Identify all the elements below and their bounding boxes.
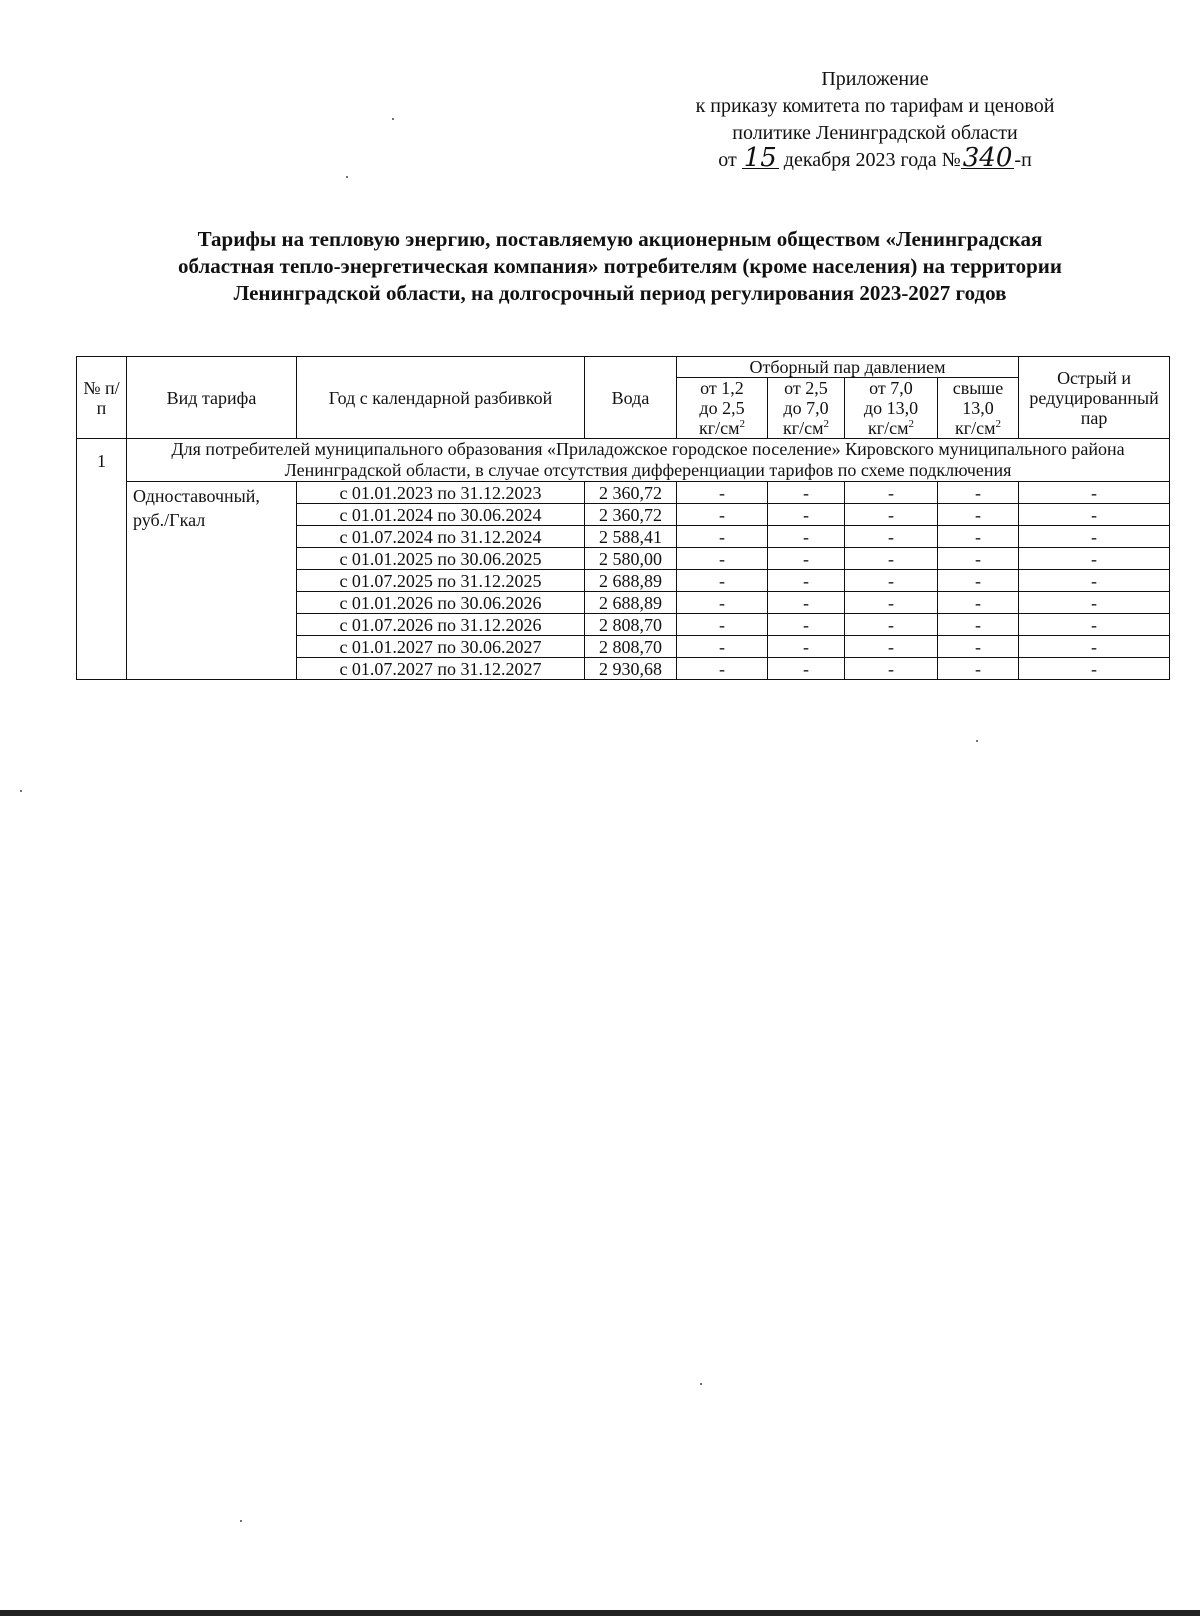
tariff-type-line-1: Одноставочный, (133, 486, 260, 506)
handwritten-order-number: 340 (962, 143, 1013, 173)
steam-2-to: до 7,0 (783, 398, 829, 418)
steam-2-unit-exp: 2 (823, 418, 829, 430)
empty-tariff-cell: - (768, 548, 845, 570)
empty-tariff-cell: - (768, 592, 845, 614)
empty-tariff-cell: - (677, 636, 768, 658)
period-cell: с 01.07.2024 по 31.12.2024 (297, 526, 585, 548)
period-cell: с 01.07.2025 по 31.12.2025 (297, 570, 585, 592)
empty-tariff-cell: - (845, 592, 938, 614)
steam-3-from: от 7,0 (869, 378, 913, 398)
water-tariff-cell: 2 808,70 (585, 636, 677, 658)
order-suffix: -п (1014, 149, 1032, 171)
empty-tariff-cell: - (938, 658, 1019, 680)
scan-speck (976, 740, 978, 742)
empty-tariff-cell: - (677, 482, 768, 504)
empty-tariff-cell: - (938, 548, 1019, 570)
header-row-1 (77, 357, 1170, 378)
water-tariff-cell: 2 360,72 (585, 504, 677, 526)
steam-4-value: 13,0 (962, 398, 994, 418)
title-line-2: областная тепло-энергетическая компания» потребителям (кроме населения) на территории (178, 254, 1062, 278)
empty-tariff-cell: - (677, 614, 768, 636)
empty-tariff-cell: - (938, 592, 1019, 614)
water-tariff-cell: 2 588,41 (585, 526, 677, 548)
steam-3-unit-exp: 2 (908, 418, 914, 430)
empty-tariff-cell: - (1019, 548, 1170, 570)
empty-tariff-cell: - (845, 504, 938, 526)
period-cell: с 01.01.2025 по 30.06.2025 (297, 548, 585, 570)
empty-tariff-cell: - (677, 504, 768, 526)
appendix-date-line (640, 143, 1110, 174)
period-cell: с 01.01.2026 по 30.06.2026 (297, 592, 585, 614)
steam-2-from: от 2,5 (784, 378, 828, 398)
empty-tariff-cell: - (1019, 614, 1170, 636)
water-tariff-cell: 2 688,89 (585, 570, 677, 592)
steam-1-from: от 1,2 (700, 378, 744, 398)
period-cell: с 01.07.2026 по 31.12.2026 (297, 614, 585, 636)
empty-tariff-cell: - (677, 526, 768, 548)
scan-speck (392, 118, 394, 120)
empty-tariff-cell: - (1019, 658, 1170, 680)
empty-tariff-cell: - (677, 548, 768, 570)
empty-tariff-cell: - (1019, 592, 1170, 614)
empty-tariff-cell: - (845, 526, 938, 548)
scan-speck (700, 1383, 702, 1385)
water-tariff-cell: 2 930,68 (585, 658, 677, 680)
empty-tariff-cell: - (938, 482, 1019, 504)
empty-tariff-cell: - (1019, 482, 1170, 504)
appendix-header (640, 66, 1110, 174)
tariff-table (76, 356, 1170, 680)
steam-4-unit: кг/см (955, 418, 996, 438)
tariff-type-line-2: руб./Гкал (133, 510, 206, 530)
empty-tariff-cell: - (845, 636, 938, 658)
empty-tariff-cell: - (768, 570, 845, 592)
header-tariff-type: Вид тарифа (127, 357, 297, 439)
title-line-3: Ленинградской области, на долгосрочный период регулирования 2023-2027 годов (233, 281, 1007, 305)
steam-1-to: до 2,5 (699, 398, 745, 418)
scan-speck (346, 176, 348, 178)
table-row (77, 482, 1170, 504)
appendix-order-ref: к приказу комитета по тарифам и ценовой (695, 95, 1055, 117)
scan-bottom-edge (0, 1610, 1200, 1616)
title-line-1: Тарифы на тепловую энергию, поставляемую акционерным обществом «Ленинградская (197, 227, 1043, 251)
water-tariff-cell: 2 808,70 (585, 614, 677, 636)
empty-tariff-cell: - (845, 658, 938, 680)
steam-1-unit: кг/см (698, 418, 740, 438)
appendix-title: Приложение (821, 68, 929, 90)
empty-tariff-cell: - (768, 636, 845, 658)
header-year: Год с календарной разбивкой (297, 357, 585, 439)
date-middle: декабря 2023 года № (783, 149, 961, 171)
empty-tariff-cell: - (1019, 570, 1170, 592)
header-num: № п/п (77, 357, 127, 439)
header-water: Вода (585, 357, 677, 439)
appendix-committee: политике Ленинградской области (732, 122, 1018, 144)
tariff-type-cell (127, 482, 297, 680)
empty-tariff-cell: - (938, 570, 1019, 592)
header-sharp-steam: Острый и редуцированный пар (1019, 357, 1170, 439)
header-steam-3 (845, 378, 938, 439)
water-tariff-cell: 2 580,00 (585, 548, 677, 570)
empty-tariff-cell: - (768, 614, 845, 636)
group-number: 1 (77, 439, 127, 680)
empty-tariff-cell: - (677, 592, 768, 614)
date-prefix: от (718, 149, 737, 171)
period-cell: с 01.07.2027 по 31.12.2027 (297, 658, 585, 680)
empty-tariff-cell: - (845, 548, 938, 570)
empty-tariff-cell: - (938, 636, 1019, 658)
empty-tariff-cell: - (938, 504, 1019, 526)
empty-tariff-cell: - (845, 570, 938, 592)
empty-tariff-cell: - (938, 526, 1019, 548)
document-title (90, 226, 1150, 307)
empty-tariff-cell: - (677, 570, 768, 592)
header-steam-1 (677, 378, 768, 439)
empty-tariff-cell: - (768, 526, 845, 548)
group-row (77, 439, 1170, 482)
empty-tariff-cell: - (845, 614, 938, 636)
empty-tariff-cell: - (845, 482, 938, 504)
scan-speck (240, 1520, 242, 1522)
empty-tariff-cell: - (768, 482, 845, 504)
handwritten-day: 15 (743, 143, 777, 173)
water-tariff-cell: 2 688,89 (585, 592, 677, 614)
steam-2-unit: кг/см (782, 418, 824, 438)
steam-3-to: до 13,0 (863, 398, 919, 418)
water-tariff-cell: 2 360,72 (585, 482, 677, 504)
empty-tariff-cell: - (677, 658, 768, 680)
period-cell: с 01.01.2023 по 31.12.2023 (297, 482, 585, 504)
group-description: Для потребителей муниципального образования «Приладожское городское поселение» Кировского муниципального района Ленинградской области, в случае отсутствия дифференциации тарифов по схеме подключения (127, 439, 1170, 482)
steam-3-unit: кг/см (867, 418, 909, 438)
empty-tariff-cell: - (1019, 504, 1170, 526)
period-cell: с 01.01.2027 по 30.06.2027 (297, 636, 585, 658)
steam-4-unit-exp: 2 (995, 418, 1002, 430)
header-steam-group: Отборный пар давлением (677, 357, 1019, 378)
empty-tariff-cell: - (938, 614, 1019, 636)
scan-speck (20, 790, 22, 792)
empty-tariff-cell: - (1019, 526, 1170, 548)
empty-tariff-cell: - (768, 504, 845, 526)
empty-tariff-cell: - (1019, 636, 1170, 658)
period-cell: с 01.01.2024 по 30.06.2024 (297, 504, 585, 526)
empty-tariff-cell: - (768, 658, 845, 680)
steam-1-unit-exp: 2 (739, 418, 745, 430)
steam-4-from: свыше (952, 378, 1004, 398)
header-steam-4 (938, 378, 1019, 439)
header-steam-2 (768, 378, 845, 439)
